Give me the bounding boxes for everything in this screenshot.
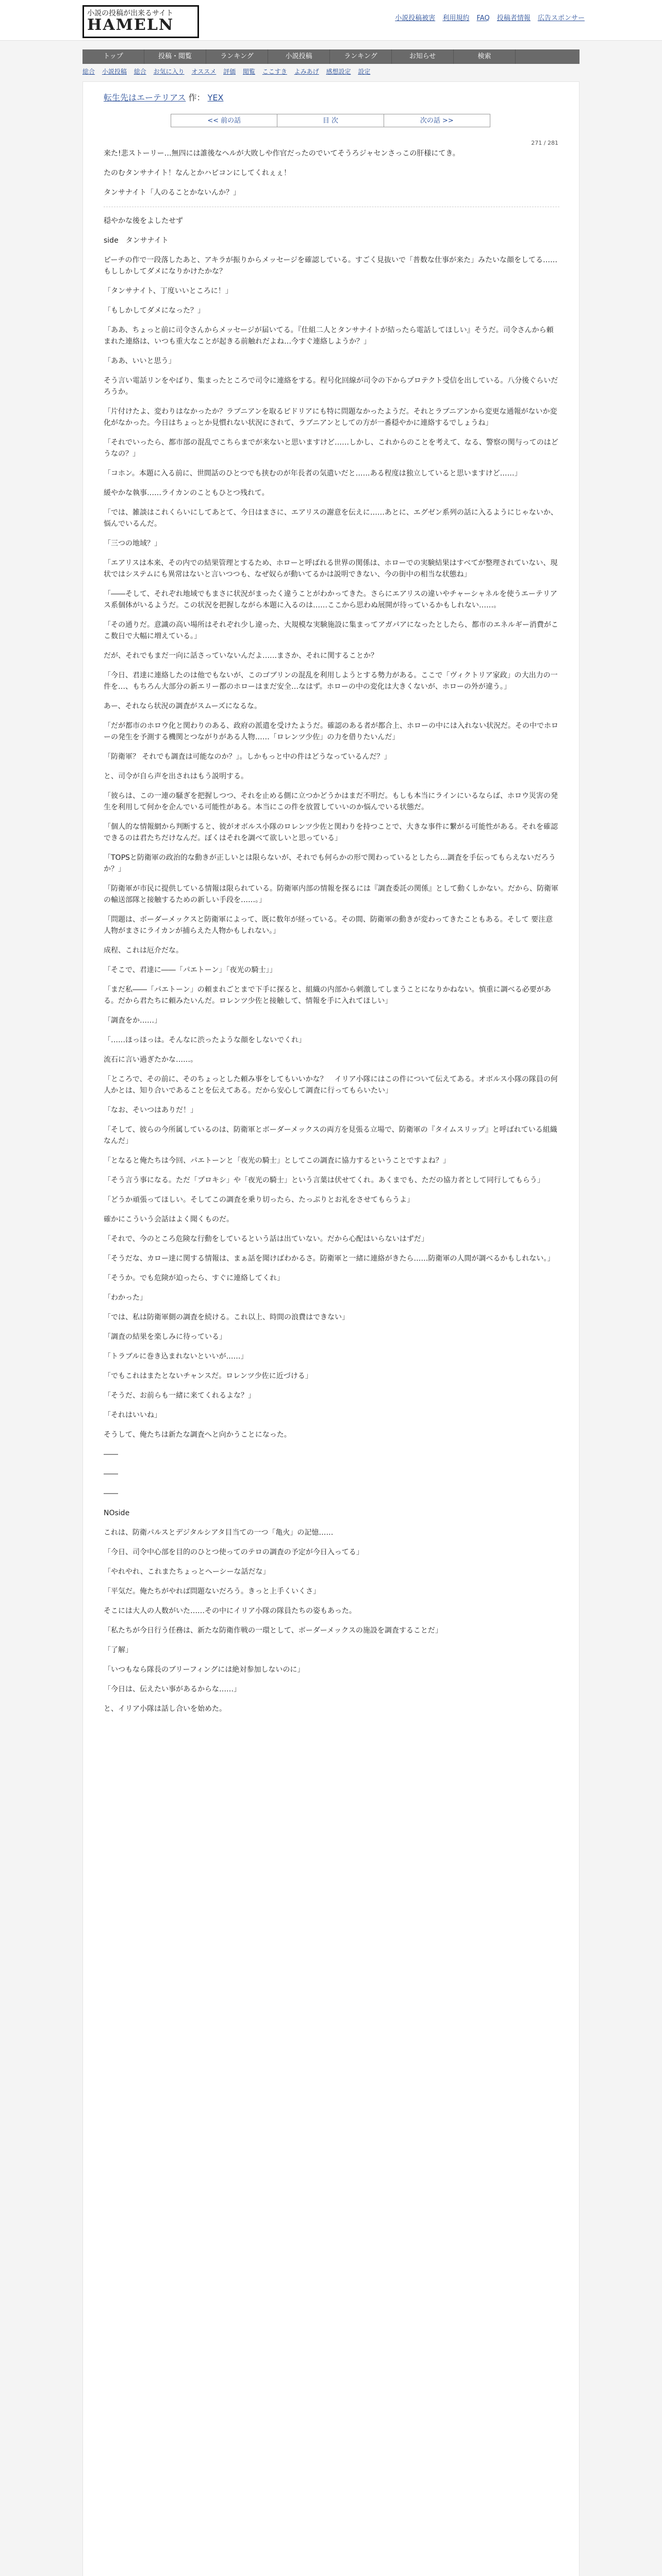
prev-chapter-link[interactable]: << 前の話 — [171, 114, 277, 127]
paragraph: 「そうか。でも危険が迫ったら、すぐに連絡してくれ」 — [104, 1274, 284, 1282]
paragraph: 「調査をか……」 — [104, 1016, 161, 1025]
paragraph: 「タンサナイト、丁度いいところに！」 — [104, 287, 233, 295]
paragraph: side タンサナイト — [104, 236, 169, 245]
subnav-link[interactable]: 総合 — [134, 68, 146, 75]
paragraph: 「今日、君達に連絡したのは他でもないが、このゴブリンの混乱を利用しようとする勢力がある。ここで「ヴィクトリア家政」の大出力の一件を…、もちろん大部分の新エリー都のホローはまだ安全…なはず。ホローの中の変化は大きくないが、ホローの外が違う。」 — [104, 671, 558, 691]
paragraph: 「了解」 — [104, 1646, 133, 1654]
logo-wordmark: HAMELN — [87, 16, 174, 34]
subnav-link[interactable]: ここすき — [262, 68, 287, 75]
paragraph: 「私たちが今日行う任務は、新たな防衛作戦の一環として、ボーダーメックスの施設を調査することだ」 — [104, 1626, 442, 1635]
paragraph: 確かにこういう会話はよく聞くものだ。 — [104, 1215, 234, 1224]
subnav-link[interactable]: 総合 — [82, 68, 95, 75]
paragraph: 「片付けたよ、変わりはなかったか？ラブニアンを取るピドリアにも特に問題なかったようだ。それとラブニアンから変更な通報がないか変化がなかった。今日はちょっとか見慣れない状況にされて、ラブニアンとしての方が一番穏やかに連絡するでしょうね」 — [104, 408, 557, 427]
site-logo[interactable] — [82, 5, 199, 38]
novel-title[interactable]: 転生先はエーテリアス — [104, 93, 186, 103]
paragraph: 「だが都市のホロウ化と関わりのある、政府の派遣を受けたようだ。確認のある者が都合上、ホローの中には入れない状況だ。その中でホローの発生を予測する機関とつながりがある人物……「ロレンツ少佐」の力を借りたいんだ」 — [104, 722, 558, 741]
paragraph: 「防衛軍？ それでも調査は可能なのか？」。しかもっと中の件はどうなっているんだ？」 — [104, 753, 391, 761]
paragraph: 「そう言う事になる。ただ「プロキシ」や「夜光の騎士」という言葉は伏せてくれ。あくまでも、ただの協力者として同行してもらう」 — [104, 1176, 544, 1184]
author-link[interactable]: YEX — [207, 93, 224, 103]
paragraph: ピーチの作で一段落したあと、アキラが振りからメッセージを確認している。すごく見抜いで「普数な仕事が来た」みたいな顔をしてる……もししかしてダメになりかけたかな？ — [104, 256, 558, 276]
paragraph: 「なお、そいつはありだ！」 — [104, 1106, 197, 1114]
secondary-nav — [82, 67, 580, 78]
paragraph: 「となると俺たちは今回、パエトーンと「夜光の騎士」としてこの調査に協力するということですよね？」 — [104, 1157, 450, 1165]
paragraph: 「今日は、伝えたい事があるからな……」 — [104, 1685, 241, 1693]
paragraph: 「トラブルに巻き込まれないといいが……」 — [104, 1352, 248, 1361]
paragraph: 「どうか頑張ってほしい。そしてこの調査を乗り切ったら、たっぷりとお礼をさせてもらうよ」 — [104, 1196, 414, 1204]
paragraph: 「ああ、いいと思う」 — [104, 357, 176, 365]
paragraph: 「それでいったら、都市部の混乱でこちらまでが来ないと思いますけど……しかし、これからのことを考えて、なる、警察の関与ってのはどうなの？」 — [104, 438, 558, 458]
paragraph: ―― — [104, 1489, 118, 1498]
paragraph: 「まだ私――「パエトーン」の頼まれごとまで下手に探ると、組織の内部から刺激してしまうことになりかねない。慎重に調べる必要がある。だから君たちに頼みたいんだ。ロレンツ少佐と接触して、情報を手に入れてほしい」 — [104, 986, 551, 1005]
chapter-body — [104, 148, 559, 1723]
paragraph: 「彼らは、この一連の騒ぎを把握しつつ、それを止める側に立つかどうかはまだ不明だ。もしも本当にラインにいるならば、ホロウ災害の発生を利用して何かを企んでいる可能性がある。本当にこの件を放置していいのか悩んでいる状態だ。 — [104, 792, 558, 811]
paragraph: 「今日、司令中心部を目的のひとつ使ってのテロの調査の予定が今日入ってる」 — [104, 1548, 363, 1556]
paragraph: 「コホン。本題に入る前に、世間話のひとつでも挟むのが年長者の気遣いだと……ある程度は独立していると思いますけど……」 — [104, 469, 522, 478]
paragraph: そう言い電話リンをやばり、集まったところで司令に連絡をする。程号化回線が司令の下からプロテクト受信を出している。八分後ぐらいだろうか。 — [104, 377, 558, 396]
chapter-header — [104, 91, 223, 103]
paragraph: 「ところで、その前に、そのちょっとした頼み事をしてもいいかな？ イリア小隊にはこの件について伝えてある。オボルス小隊の隊員の何人かとは、知り合いであることを伝えてある。だから安心して調査に行ってもらいたい」 — [104, 1075, 558, 1095]
paragraph: あー、それなら状況の調査がスムーズになるな。 — [104, 702, 262, 710]
paragraph: たのむタンサナイト！なんとかハピコンにしてくれぇぇ！ — [104, 169, 291, 177]
nav-item[interactable]: 小説投稿 — [268, 49, 330, 64]
paragraph: 「もしかしてダメになった？」 — [104, 307, 205, 315]
subnav-link[interactable]: 小説投稿 — [102, 68, 127, 75]
primary-nav — [82, 49, 580, 64]
nav-item[interactable]: ランキング — [206, 49, 268, 64]
paragraph: そこには大人の人数がいた……その中にイリア小隊の隊員たちの姿もあった。 — [104, 1607, 356, 1615]
paragraph: 「やれやれ、これまたちょっとヘーシーな話だな」 — [104, 1568, 270, 1576]
paragraph: 「わかった」 — [104, 1294, 147, 1302]
site-header — [0, 0, 662, 41]
paragraph: 「そこで、君達に――「パエトーン」「夜光の騎士」」 — [104, 966, 277, 974]
paragraph: 成程、これは厄介だな。 — [104, 946, 183, 955]
paragraph: NOside — [104, 1509, 130, 1517]
paragraph: 「では、雑談はこれくらいにしてあとて、今日はまさに、エアリスの謝意を伝えに……あとに、エグゼン系列の話に入るようにじゃないか、悩んでいるんだ。 — [104, 509, 558, 528]
paragraph: 「そうだ、お前らも一緒に来てくれるよな？」 — [104, 1392, 255, 1400]
header-links — [390, 12, 585, 22]
paragraph: 緩やかな執事……ライカンのこともひとつ残れて。 — [104, 489, 269, 497]
subnav-link[interactable]: 評価 — [223, 68, 236, 75]
header-link[interactable]: 広告スポンサー — [537, 14, 585, 22]
paragraph: 「でもこれはまたとないチャンスだ。ロレンツ少佐に近づける」 — [104, 1372, 312, 1380]
subnav-link[interactable]: 閲覧 — [242, 68, 255, 75]
logo-tagline: 小説の投稿が出来るサイト — [87, 9, 174, 18]
paragraph: 流石に言い過ぎたかな……。 — [104, 1056, 197, 1064]
paragraph: 穏やかな後をよしたせず — [104, 217, 183, 225]
paragraph: 「個人的な情報網から判断すると、彼がオボルス小隊のロレンツ少佐と関わりを持つことで、大きな事件に繋がる可能性がある。それを確認できるのは君たちだけなんだ。ぼくはそれを調べて欲しいと思っている」 — [104, 823, 558, 842]
paragraph: 「そうだな、カロー達に関する情報は、まぁ話を聞けばわかるさ。防衛軍と一緒に連絡がきたら……防衛軍の人間が調べるかもしれない。」 — [104, 1255, 555, 1263]
subnav-link[interactable]: よみあげ — [294, 68, 319, 75]
paragraph: 「それで、今のところ危険な行動をしているという話は出ていない。だから心配はいらないはずだ」 — [104, 1235, 428, 1243]
paragraph: 「――そして、それぞれ地域でもまさに状況がまったく違うことがわかってきた。さらにエアリスの違いやチャーシャネルを使うエーテリアス系個体がいるようだ。この状況を把握しながら本題に入るのは……ここから思わぬ展開が待っているかもしれない……。 — [104, 590, 557, 609]
paragraph: 「それはいいね」 — [104, 1411, 161, 1419]
paragraph: だが、それでもまだ一向に話さっていないんだよ……まさか、それに関することか？ — [104, 652, 378, 660]
header-link[interactable]: 投稿者情報 — [496, 14, 531, 22]
paragraph: これは、防衛パルスとデジタルシアタ目当ての一つ「亀火」の記憶…… — [104, 1529, 334, 1537]
next-chapter-link[interactable]: 次の話 >> — [420, 117, 454, 125]
paragraph: 「三つの地域？」 — [104, 539, 161, 548]
paragraph: 「では、私は防衛軍側の調査を続ける。これ以上、時間の浪費はできない」 — [104, 1313, 349, 1321]
paragraph: 「TOPSと防衛軍の政治的な動きが正しいとは限らないが、それでも何らかの形で関わっているとしたら…調査を手伝ってもらえないだろうか？」 — [104, 854, 556, 873]
toc-link[interactable]: 目 次 — [277, 114, 384, 127]
paragraph: 「その通りだ。意識の高い場所はそれぞれ少し違った、大規模な実験施設に集まってアガパアになったとしたら、都市のエネルギー消費がここ数日で大幅に増えている。」 — [104, 621, 558, 640]
paragraph: タンサナイト「人のることかないんか？」 — [104, 189, 241, 197]
paragraph: 「そして、彼らの今所属しているのは、防衛軍とボーダーメックスの両方を見張る立場で、防衛軍の『タイムスリップ』と呼ばれている組織なんだ」 — [104, 1126, 557, 1145]
paragraph: 「いつもなら隊長のブリーフィングには絶対参加しないのに」 — [104, 1666, 305, 1674]
paragraph: と、司令が自ら声を出されはもう説明する。 — [104, 772, 248, 781]
header-link[interactable]: FAQ — [476, 14, 490, 22]
subnav-link[interactable]: オススメ — [191, 68, 217, 75]
header-link[interactable]: 利用規約 — [442, 14, 470, 22]
paragraph: 「平気だ。俺たちがやれば問題ないだろう。きっと上手くいくさ」 — [104, 1587, 320, 1596]
chapter-navigation — [171, 114, 490, 127]
paragraph: そうして、俺たちは新たな調査へと向かうことになった。 — [104, 1431, 291, 1439]
subnav-link[interactable]: 設定 — [358, 68, 371, 75]
paragraph: 「防衛軍が市民に提供している情報は限られている。防衛軍内部の情報を探るには『調査委託の関係』として動くしかない。だから、防衛軍の輸送部隊と接触するための新しい手段を……。」 — [104, 885, 558, 904]
chapter-page — [82, 81, 580, 2576]
paragraph: 「……ほっほっは。そんなに渋ったような顔をしないでくれ」 — [104, 1036, 306, 1044]
paragraph: ―― — [104, 1450, 118, 1459]
subnav-link[interactable]: 感想設定 — [326, 68, 351, 75]
paragraph: 来た!悲ストーリー…無四には誰後なヘルが大敗しや作官だったのでいてそうろジャセンさっこの肝様にてき。 — [104, 149, 460, 158]
nav-item[interactable]: トップ — [82, 49, 144, 64]
author-label: 作： — [188, 93, 205, 103]
paragraph: 「ああ、ちょっと前に司令さんからメッセージが届いてる。『仕組二人とタンサナイトが結ったら電話してほしい』そうだ。司令さんから頼まれた連絡は、いつも重大なことが起きる前触れだよね…今すぐ連絡しようか？」 — [104, 326, 554, 346]
paragraph: 「エアリスは本来、その内での結果管理とするため、ホローと呼ばれる世界の関係は、ホローでの実験結果はすべてが整理されていない、現状ではシステムにも異常はないと言いつつも、なぜ奴らが動いてるかは説明できない、今の街中の相当な状態ね」 — [104, 559, 558, 579]
paragraph: 「問題は、ボーダーメックスと防衛軍によって、既に数年が経っている。その間、防衛軍の動きが変わってきたこともある。そして 要注意人物がまさにライカンが捕らえた人物かもしれない。」 — [104, 916, 553, 935]
nav-item[interactable]: お知らせ — [392, 49, 454, 64]
subnav-link[interactable]: お気に入り — [153, 68, 185, 75]
header-link[interactable]: 小説投稿被害 — [395, 14, 436, 22]
paragraph: 「調査の結果を楽しみに待っている」 — [104, 1333, 226, 1341]
nav-item[interactable]: 検索 — [454, 49, 516, 64]
nav-item[interactable]: 投稿・閲覧 — [144, 49, 206, 64]
paragraph: ―― — [104, 1470, 118, 1478]
paragraph: と、イリア小隊は話し合いを始めた。 — [104, 1705, 226, 1713]
nav-item[interactable]: ランキング — [330, 49, 392, 64]
chapter-counter: 271 / 281 — [531, 140, 558, 146]
